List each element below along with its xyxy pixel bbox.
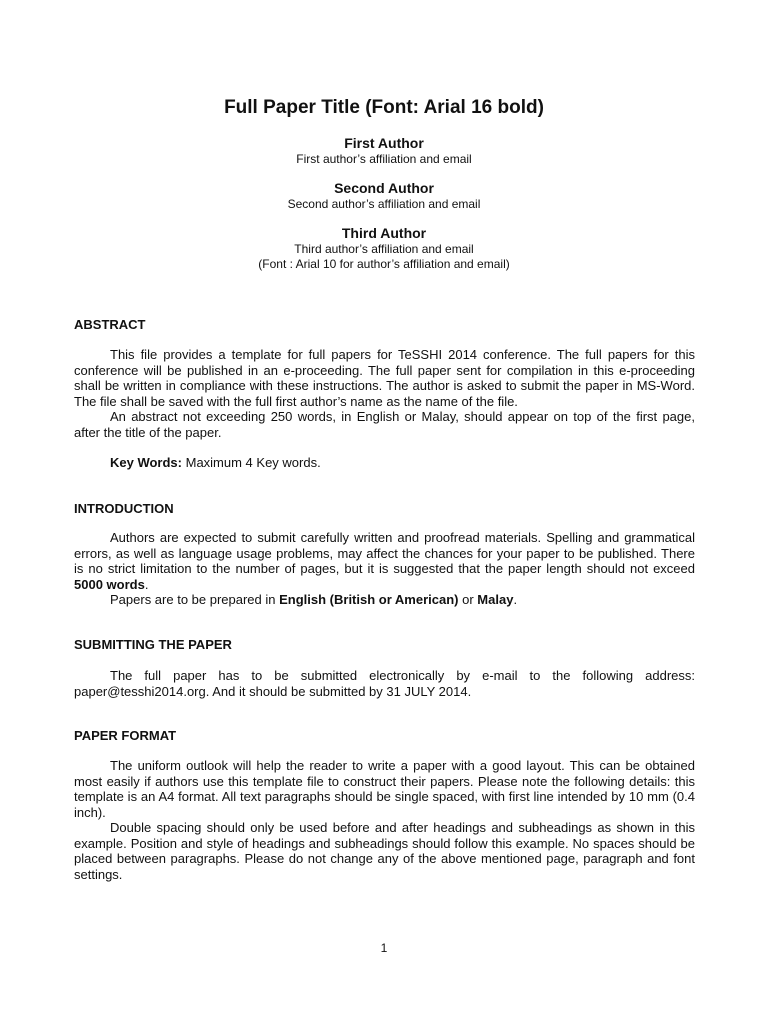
- keywords-label: Key Words:: [110, 455, 182, 470]
- submitting-body: [74, 668, 695, 699]
- paper-format-heading: PAPER FORMAT: [74, 728, 177, 743]
- first-author-affiliation: First author’s affiliation and email: [296, 152, 472, 166]
- third-author-name: Third Author: [341, 225, 427, 241]
- introduction-paragraph-2: [74, 592, 695, 608]
- keywords-text: Maximum 4 Key words.: [182, 455, 321, 470]
- author-block-third: [0, 225, 768, 272]
- keywords-line: [74, 455, 695, 471]
- author-block-second: [0, 180, 768, 212]
- paper-format-body: [74, 758, 695, 882]
- introduction-paragraph-1: [74, 530, 695, 592]
- second-author-name: Second Author: [334, 180, 434, 196]
- introduction-heading: INTRODUCTION: [74, 501, 174, 516]
- font-note: (Font : Arial 10 for author’s affiliation and email): [258, 257, 510, 271]
- paper-title: Full Paper Title (Font: Arial 16 bold): [224, 97, 544, 118]
- introduction-p2-a: Papers are to be prepared in: [110, 592, 280, 607]
- submitting-paragraph-1: The full paper has to be submitted electronically by e-mail to the following address: paper@tesshi2014.org. And it should be submitted by 31 JULY 2014.: [74, 668, 695, 699]
- abstract-paragraph-1: This file provides a template for full papers for TeSSHI 2014 conference. The full papers for this conference will be published in an e-proceeding. The full paper sent for compilation in this e-proceeding shall be written in compliance with these instructions. The author is asked to submit the paper in MS-Word. The file shall be saved with the full first author’s name as the name of the file.: [74, 347, 695, 409]
- second-author-affiliation: Second author’s affiliation and email: [287, 197, 481, 211]
- page-number: 1: [380, 941, 388, 955]
- paper-format-paragraph-1: The uniform outlook will help the reader to write a paper with a good layout. This can be obtained most easily if authors use this template file to construct their papers. Please note the following details: this template is an A4 format. All text paragraphs should be single spaced, with first line intended by 10 mm (0.4 inch).: [74, 758, 695, 820]
- word-limit: 5000 words: [74, 576, 145, 592]
- abstract-heading: ABSTRACT: [74, 317, 146, 332]
- submitting-heading: SUBMITTING THE PAPER: [74, 637, 232, 652]
- introduction-p2-b: or: [458, 592, 478, 607]
- introduction-p2-end: .: [513, 592, 518, 607]
- language-malay: Malay: [477, 592, 514, 607]
- paper-format-paragraph-2: Double spacing should only be used before and after headings and subheadings as shown in this example. Position and style of headings and subheadings should follow this example. No spaces should be placed between paragraphs. Please do not change any of the above mentioned page, paragraph and font settings.: [74, 820, 695, 882]
- abstract-body: [74, 347, 695, 440]
- language-english: English (British or American): [279, 592, 459, 607]
- author-block-first: [0, 135, 768, 167]
- first-author-name: First Author: [344, 135, 424, 151]
- introduction-p1-end: .: [144, 576, 149, 592]
- third-author-affiliation: Third author’s affiliation and email: [294, 242, 474, 256]
- abstract-paragraph-2: An abstract not exceeding 250 words, in English or Malay, should appear on top of the first page, after the title of the paper.: [74, 409, 695, 440]
- introduction-p1-text: Authors are expected to submit carefully written and proofread materials. Spelling and grammatical errors, as well as language usage problems, may affect the chances for your paper to be published. There is no strict limitation to the number of pages, but it is suggested that the paper length should not exceed: [74, 530, 695, 576]
- introduction-body: [74, 530, 695, 608]
